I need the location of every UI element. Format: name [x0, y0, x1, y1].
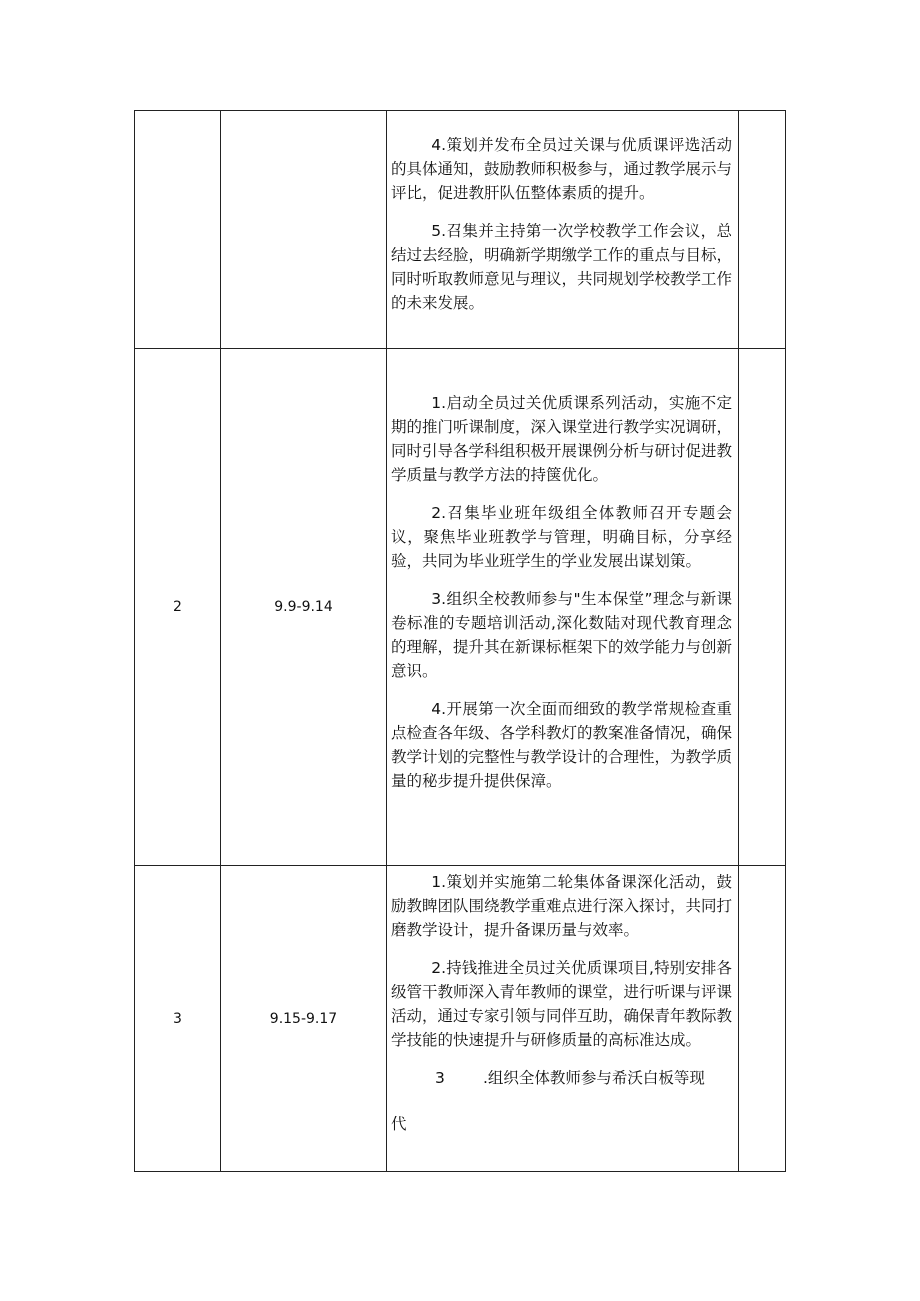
plan-item: 4.策划并发布全员过关课与优质课评选活动的具体通知，鼓励教师积极参与，通过教学展示与评比，促进教肝队伍整体素质的提升。 — [391, 136, 733, 202]
date-cell: 9.9-9.14 — [221, 349, 387, 866]
plan-item-partial — [391, 1066, 732, 1090]
work-plan-table — [134, 110, 786, 1172]
plan-item-continuation: 代 — [391, 1115, 407, 1133]
table-row — [135, 349, 786, 866]
week-number-cell: 3 — [135, 866, 221, 1172]
content-cell — [387, 866, 739, 1172]
content-cell — [387, 349, 739, 866]
week-number-cell — [135, 111, 221, 349]
table-row — [135, 866, 786, 1172]
content-cell — [387, 111, 739, 349]
plan-item-text: .组织全体教师参与希沃白板等现 — [483, 1069, 705, 1087]
date-cell — [221, 111, 387, 349]
plan-item: 1.启动全员过关优质课系列活动，实施不定期的推门听课制度，深入课堂进行教学实况调研，同时引导各学科组积极开展课例分析与研讨促进教学质量与教学方法的持箧优化。 — [391, 394, 733, 484]
plan-item: 4.开展第一次全面而细致的教学常规检查重点检查各年级、各学科教灯的教案准备情况，确保教学计划的完整性与教学设计的合理性，为教学质量的秘步提升提供保漳。 — [391, 700, 733, 790]
date-cell: 9.15-9.17 — [221, 866, 387, 1172]
remarks-cell — [739, 111, 786, 349]
week-number-cell: 2 — [135, 349, 221, 866]
remarks-cell — [739, 866, 786, 1172]
table-row — [135, 111, 786, 349]
plan-item: 3.组织全校教师参与"生本保堂”理念与新课卷标准的专题培训活动,深化数陆对现代教育理念的理解，提升其在新课标框架下的效学能力与创新意识。 — [391, 590, 733, 680]
plan-item-number: 3 — [435, 1069, 445, 1087]
remarks-cell — [739, 349, 786, 866]
plan-item: 5.召集并主持第一次学校教学工作会议，总结过去经脸，明确新学期缴学工作的重点与目标，同时听取教师意见与理议，共同规划学校教学工作的未来发展。 — [391, 222, 733, 312]
plan-item: 1.策划并实施第二轮集体备课深化活动，鼓励教睥团队围绕教学重难点进行深入探讨，共同打磨教学设计，提升备课历量与效率。 — [391, 873, 733, 939]
plan-item: 2.持钱推进全员过关优质课项目,特别安排各级管干教师深入青年教师的课堂，进行听课与评课活动，通过专家引领与同伴互助，确保青年教际教学技能的快速提升与研修质量的高标准达成。 — [391, 959, 733, 1049]
plan-item: 2.召集毕业班年级组全体教师召开专题会议，聚焦毕业班教学与管理，明确目标，分享经验，共同为毕业班学生的学业发展出谋划策。 — [391, 504, 732, 570]
